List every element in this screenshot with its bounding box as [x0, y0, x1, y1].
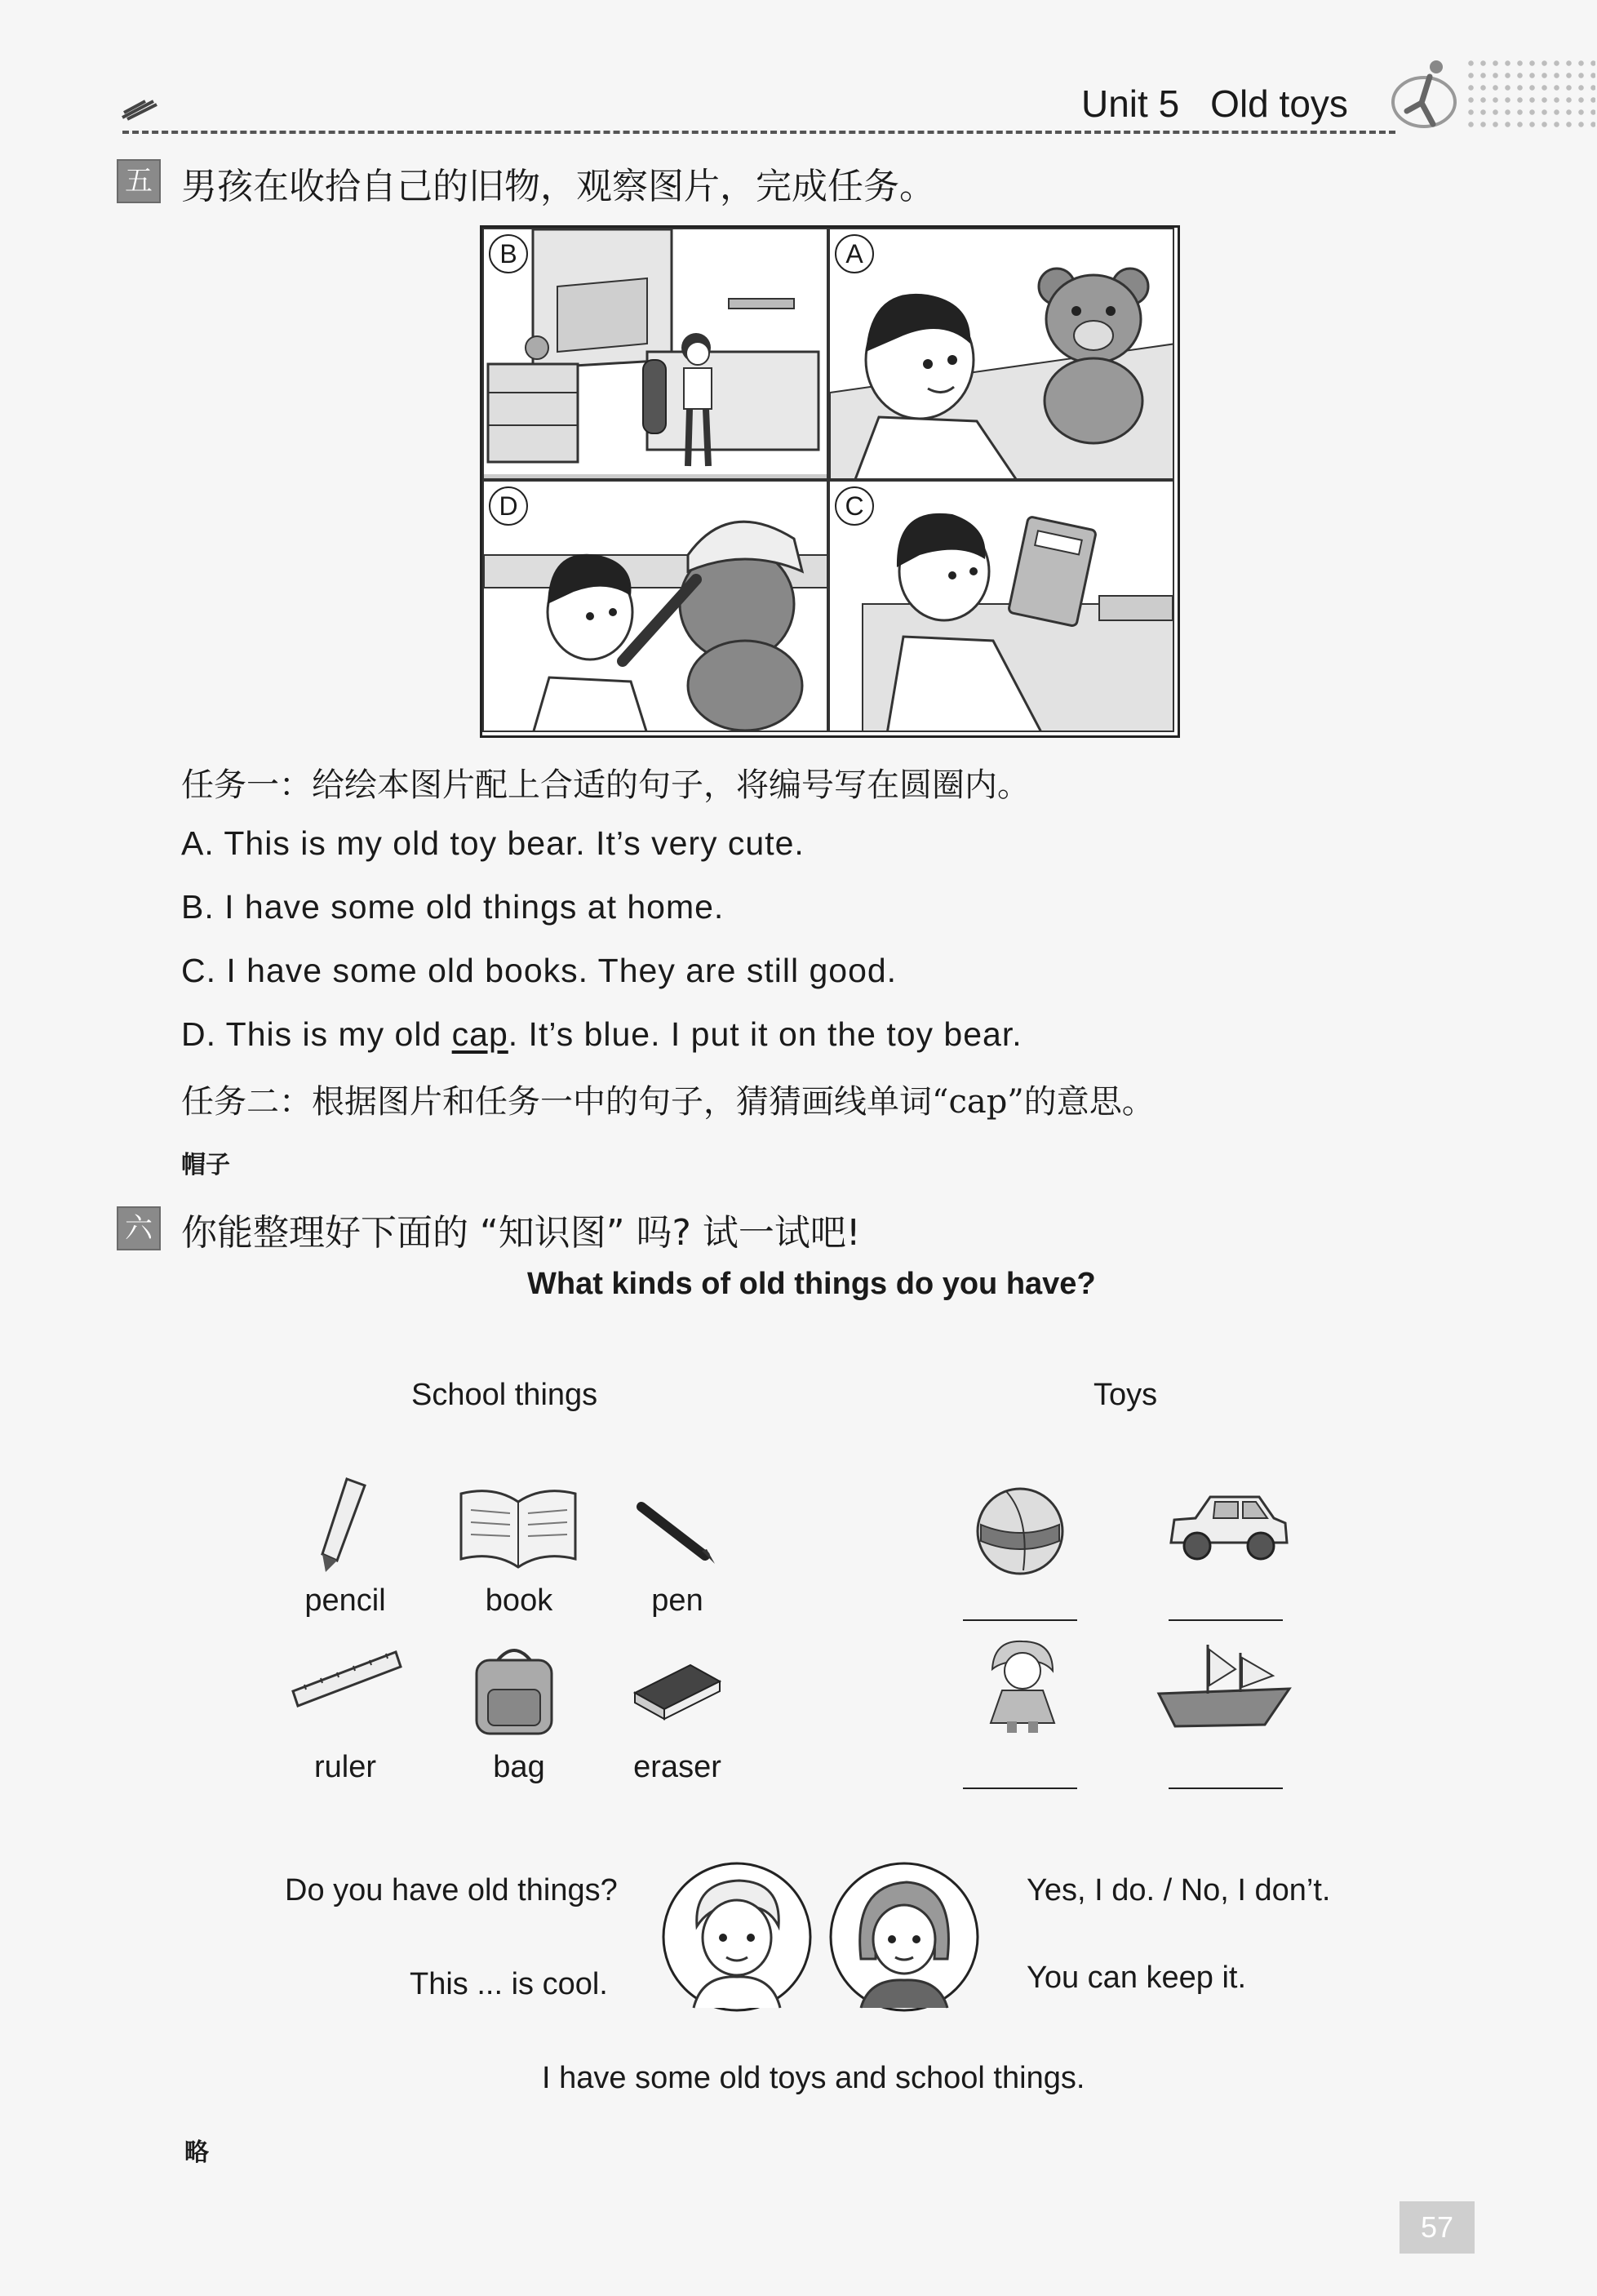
- page-number: 57: [1400, 2201, 1475, 2254]
- pen-icon: [637, 1500, 718, 1565]
- task-2-answer: 帽子: [181, 1151, 230, 1179]
- panel-c: [828, 480, 1174, 732]
- item-ruler: ruler: [313, 1750, 377, 1784]
- summary-sentence: I have some old toys and school things.: [542, 2061, 1085, 2095]
- panel-a: [828, 228, 1174, 480]
- girl-avatar-icon: [828, 1861, 980, 2013]
- sentence-c: C. I have some old books. They are still good.: [181, 952, 898, 989]
- item-pen: pen: [651, 1583, 703, 1618]
- runner-logo-icon: [1379, 49, 1469, 139]
- mind-map-title: What kinds of old things do you have?: [527, 1267, 1096, 1301]
- doll-icon: [978, 1637, 1067, 1734]
- item-pencil: pencil: [304, 1583, 386, 1618]
- section-5-title: 男孩在收拾自己的旧物，观察图片，完成任务。: [181, 166, 935, 207]
- task-1-instruction: 任务一：给绘本图片配上合适的句子，将编号写在圆圈内。: [181, 766, 1030, 804]
- eraser-icon: [628, 1657, 726, 1722]
- boy-with-book-illustration: [830, 482, 1174, 732]
- underlined-word-cap: cap: [451, 1015, 508, 1053]
- book-icon: [453, 1477, 583, 1575]
- pen-icon: [121, 96, 158, 121]
- header-dashed-rule: [122, 131, 1395, 134]
- toy-answer-blank-1[interactable]: [963, 1619, 1077, 1621]
- pencil-icon: [314, 1476, 371, 1574]
- toy-ship-icon: [1151, 1637, 1298, 1734]
- toy-answer-blank-2[interactable]: [1169, 1619, 1283, 1621]
- toy-answer-blank-3[interactable]: [963, 1788, 1077, 1789]
- school-things-label: School things: [411, 1378, 598, 1412]
- section-6-answer: 略: [184, 2138, 209, 2167]
- toy-car-icon: [1163, 1486, 1293, 1567]
- unit-name: Old toys: [1210, 82, 1348, 125]
- task-2-instruction: 任务二：根据图片和任务一中的句子，猜猜画线单词“cap”的意思。: [181, 1083, 1155, 1121]
- bedroom-illustration: [484, 229, 828, 480]
- sentence-d-suffix: . It’s blue. I put it on the toy bear.: [508, 1015, 1023, 1053]
- answer-yes-no: Yes, I do. / No, I don’t.: [1027, 1873, 1331, 1907]
- toy-answer-blank-4[interactable]: [1169, 1788, 1283, 1789]
- panel-b-label: B: [489, 234, 528, 273]
- panel-a-label: A: [835, 234, 874, 273]
- boy-avatar-icon: [661, 1861, 813, 2013]
- bag-icon: [465, 1641, 563, 1739]
- sentence-b: B. I have some old things at home.: [181, 888, 725, 926]
- boy-with-bear-illustration: [830, 229, 1174, 480]
- panel-d: [482, 480, 828, 732]
- boy-with-cap-illustration: [484, 482, 828, 732]
- section-6-badge: 六: [117, 1206, 161, 1250]
- toys-label: Toys: [1094, 1378, 1158, 1412]
- sentence-a: A. This is my old toy bear. It’s very cute.: [181, 824, 805, 862]
- section-6-title: 你能整理好下面的 “知识图” 吗? 试一试吧!: [181, 1212, 861, 1254]
- decorative-dot-grid: [1465, 57, 1595, 131]
- item-bag: bag: [493, 1750, 545, 1784]
- comic-strip: [480, 225, 1180, 738]
- panel-c-label: C: [835, 486, 874, 526]
- sentence-d-prefix: D. This is my old: [181, 1015, 452, 1053]
- panel-b: [482, 228, 828, 480]
- ruler-icon: [290, 1649, 404, 1714]
- item-book: book: [485, 1583, 553, 1618]
- item-eraser: eraser: [633, 1750, 721, 1784]
- panel-d-label: D: [489, 486, 528, 526]
- question-old-things: Do you have old things?: [285, 1873, 618, 1907]
- phrase-this-is-cool: This ... is cool.: [410, 1967, 608, 2001]
- phrase-keep-it: You can keep it.: [1027, 1961, 1247, 1995]
- section-5-badge: 五: [117, 159, 161, 203]
- unit-title: [1081, 82, 1348, 126]
- ball-icon: [973, 1484, 1067, 1579]
- sentence-d: [181, 1015, 1023, 1054]
- unit-number: Unit 5: [1081, 82, 1180, 125]
